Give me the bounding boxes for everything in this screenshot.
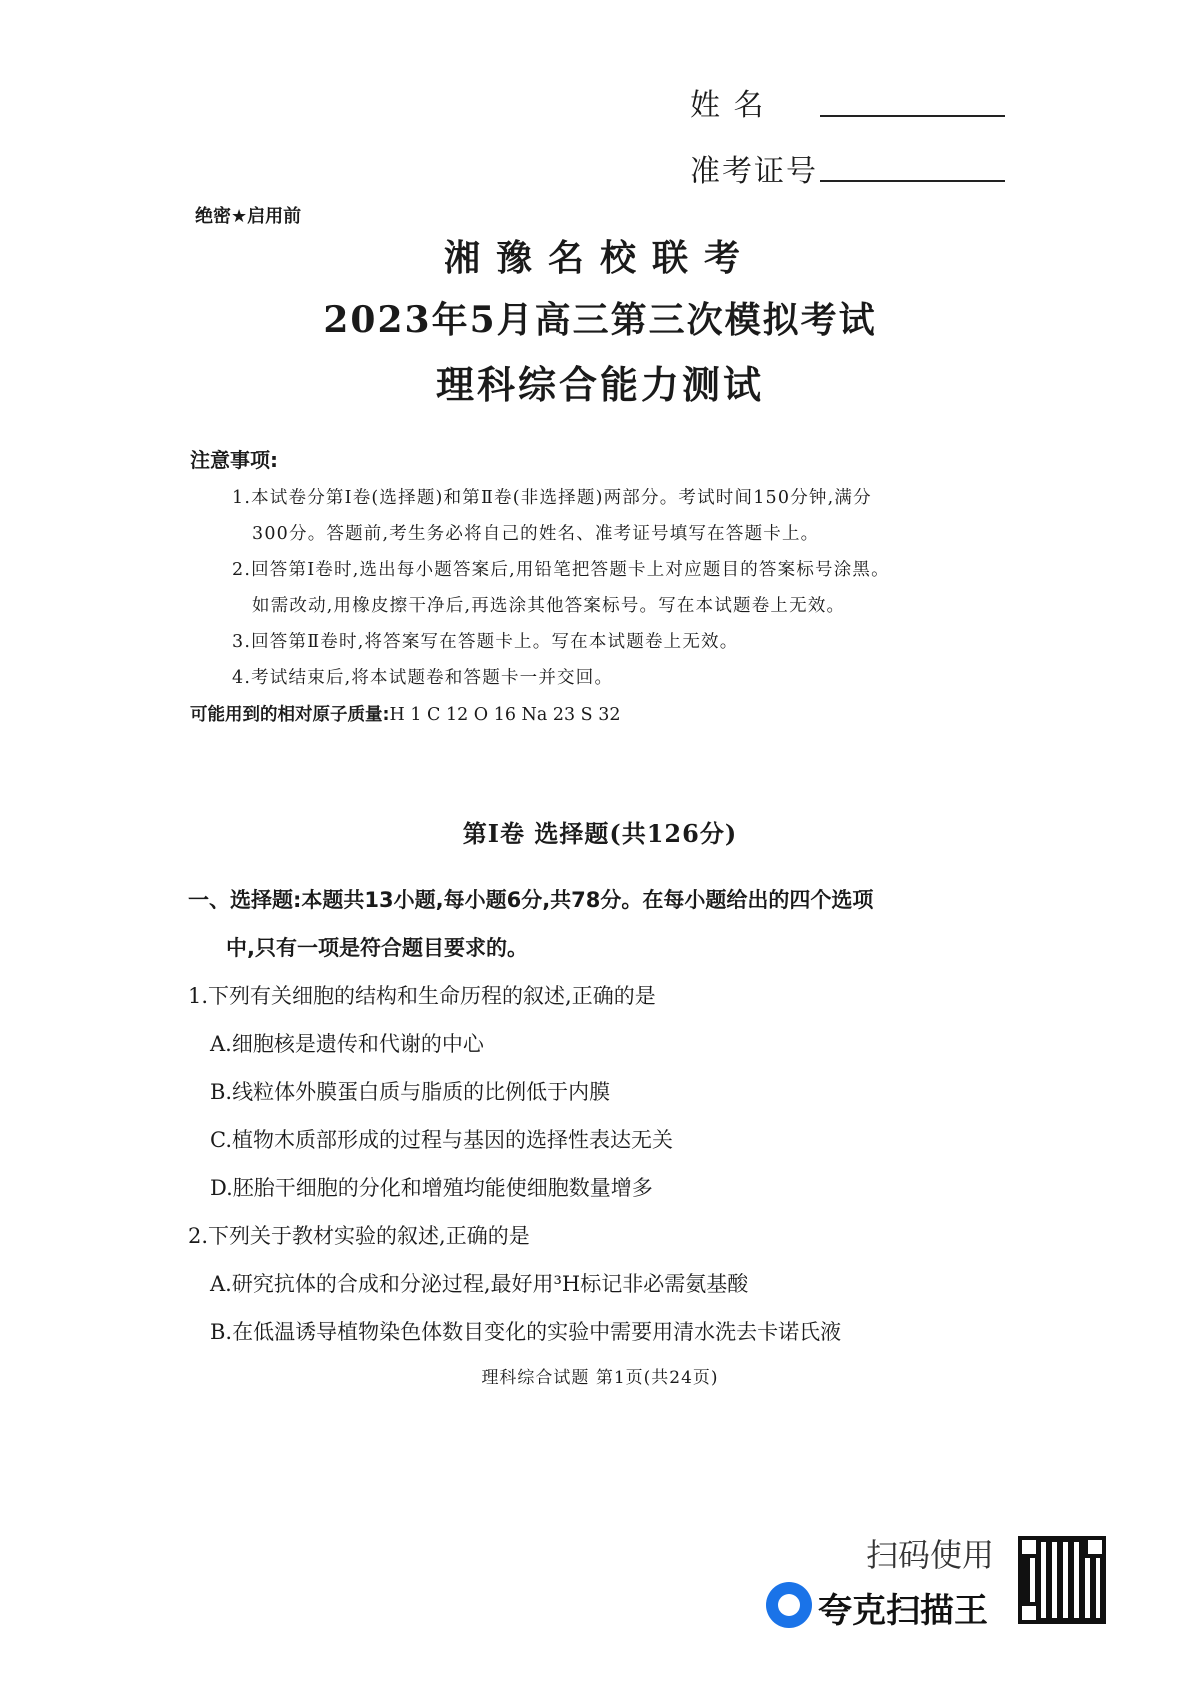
exam-id-blank	[820, 180, 1005, 182]
note-line: 300分。答题前,考生务必将自己的姓名、准考证号填写在答题卡上。	[252, 524, 820, 544]
section-title: 第Ⅰ卷 选择题(共126分)	[462, 819, 738, 848]
atomic-mass-label: 可能用到的相对原子质量:	[190, 705, 390, 725]
instruction-line: 中,只有一项是符合题目要求的。	[226, 936, 528, 960]
page-footer: 理科综合试题 第1页(共24页)	[481, 1368, 719, 1388]
qr-finder	[1018, 1536, 1040, 1558]
secret-mark: 绝密★启用前	[195, 206, 302, 227]
question-option: B.线粒体外膜蛋白质与脂质的比例低于内膜	[210, 1080, 611, 1104]
title-line2: 2023年5月高三第三次模拟考试	[323, 299, 877, 341]
note-line: 1.本试卷分第Ⅰ卷(选择题)和第Ⅱ卷(非选择题)两部分。考试时间150分钟,满分	[232, 488, 872, 508]
qr-code-icon	[1012, 1530, 1112, 1630]
question-option: D.胚胎干细胞的分化和增殖均能使细胞数量增多	[210, 1176, 653, 1200]
scan-watermark-text: 扫码使用	[866, 1536, 995, 1574]
question-option: C.植物木质部形成的过程与基因的选择性表达无关	[210, 1128, 673, 1152]
brand-name: 夸克扫描王	[818, 1591, 988, 1631]
instruction-line: 一、选择题:本题共13小题,每小题6分,共78分。在每小题给出的四个选项	[188, 888, 874, 912]
question-stem: 1.下列有关细胞的结构和生命历程的叙述,正确的是	[188, 984, 656, 1008]
title-line1: 湘豫名校联考	[443, 238, 756, 279]
qr-finder	[1084, 1536, 1106, 1558]
atomic-mass-values: H 1 C 12 O 16 Na 23 S 32	[389, 705, 621, 725]
question-stem: 2.下列关于教材实验的叙述,正确的是	[188, 1224, 530, 1248]
title-line3: 理科综合能力测试	[435, 363, 764, 407]
notes-heading: 注意事项:	[190, 448, 278, 472]
name-label: 姓 名	[690, 88, 766, 123]
question-option: A.细胞核是遗传和代谢的中心	[210, 1032, 484, 1056]
note-line: 4.考试结束后,将本试题卷和答题卡一并交回。	[232, 668, 614, 688]
name-blank	[820, 115, 1005, 117]
brand-logo-inner	[778, 1594, 800, 1616]
qr-finder	[1018, 1602, 1040, 1624]
question-option: A.研究抗体的合成和分泌过程,最好用³H标记非必需氨基酸	[210, 1272, 749, 1296]
note-line: 如需改动,用橡皮擦干净后,再选涂其他答案标号。写在本试题卷上无效。	[252, 596, 846, 616]
exam-id-label: 准考证号	[690, 154, 818, 189]
note-line: 3.回答第Ⅱ卷时,将答案写在答题卡上。写在本试题卷上无效。	[232, 632, 739, 652]
atomic-mass-row	[190, 701, 621, 726]
note-line: 2.回答第Ⅰ卷时,选出每小题答案后,用铅笔把答题卡上对应题目的答案标号涂黑。	[232, 560, 890, 580]
question-option: B.在低温诱导植物染色体数目变化的实验中需要用清水洗去卡诺氏液	[210, 1320, 842, 1344]
brand-logo-icon	[766, 1582, 812, 1628]
